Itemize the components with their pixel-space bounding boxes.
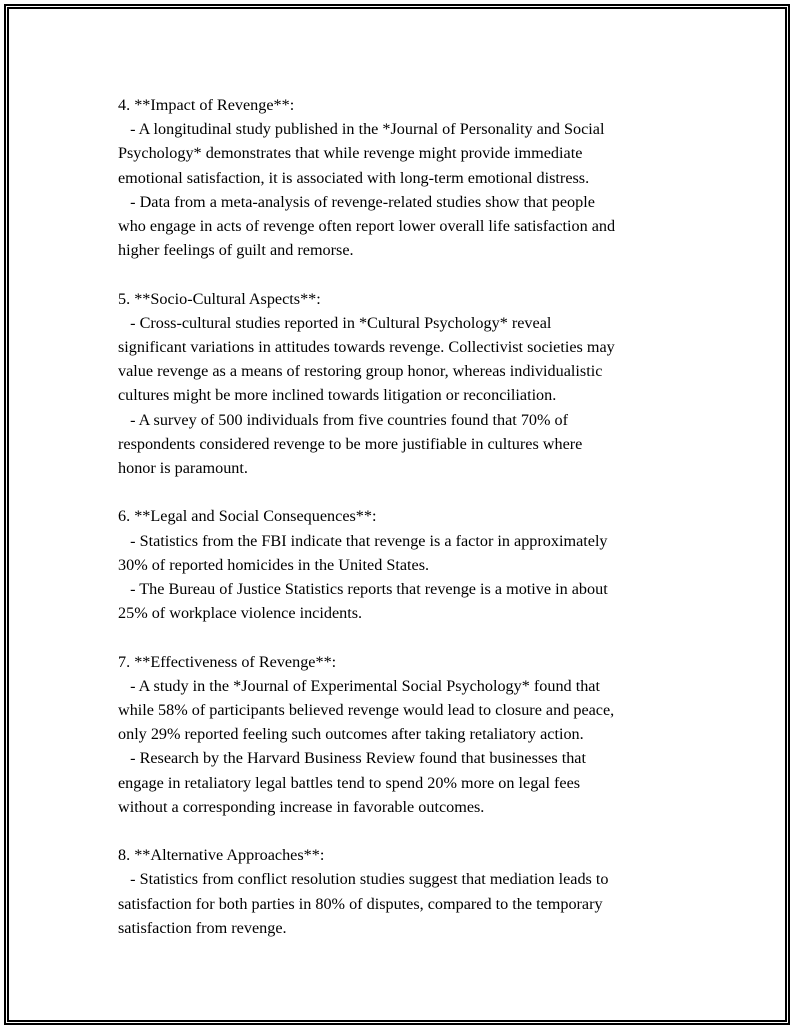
text-line: satisfaction for both parties in 80% of disputes, compared to the temporary [118,894,603,913]
text-line: - Statistics from conflict resolution studies suggest that mediation leads to [118,870,609,889]
text-line: satisfaction from revenge. [118,918,287,937]
section-socio-cultural-aspects [118,287,698,481]
text-line: higher feelings of guilt and remorse. [118,241,354,260]
text-line: significant variations in attitudes towards revenge. Collectivist societies may [118,338,615,357]
section-heading: 5. **Socio-Cultural Aspects**: [118,289,321,308]
document-body [118,93,698,964]
text-line: - A longitudinal study published in the *Journal of Personality and Social [118,120,605,139]
section-heading: 7. **Effectiveness of Revenge**: [118,652,337,671]
text-line: honor is paramount. [118,459,248,478]
section-alternative-approaches [118,843,698,940]
text-line: - Research by the Harvard Business Review found that businesses that [118,749,586,768]
text-line: emotional satisfaction, it is associated with long-term emotional distress. [118,168,590,187]
text-line: - The Bureau of Justice Statistics reports that revenge is a motive in about [118,580,608,599]
text-line: 25% of workplace violence incidents. [118,604,363,623]
section-impact-of-revenge [118,93,698,262]
text-line: cultures might be more inclined towards litigation or reconciliation. [118,386,557,405]
text-line: - A survey of 500 individuals from five countries found that 70% of [118,410,569,429]
text-line: who engage in acts of revenge often report lower overall life satisfaction and [118,217,616,236]
text-line: value revenge as a means of restoring group honor, whereas individualistic [118,362,603,381]
section-effectiveness-of-revenge [118,650,698,819]
text-line: - Statistics from the FBI indicate that revenge is a factor in approximately [118,531,608,550]
text-line: Psychology* demonstrates that while revenge might provide immediate [118,144,583,163]
text-line: - A study in the *Journal of Experimental Social Psychology* found that [118,676,600,695]
text-line: engage in retaliatory legal battles tend to spend 20% more on legal fees [118,773,581,792]
section-legal-and-social-consequences [118,504,698,625]
section-heading: 4. **Impact of Revenge**: [118,96,295,114]
text-line: 30% of reported homicides in the United States. [118,555,430,574]
section-heading: 6. **Legal and Social Consequences**: [118,507,377,526]
text-line: - Data from a meta-analysis of revenge-related studies show that people [118,192,595,211]
text-line: without a corresponding increase in favorable outcomes. [118,797,485,816]
text-line: while 58% of participants believed revenge would lead to closure and peace, [118,701,615,720]
section-heading: 8. **Alternative Approaches**: [118,846,325,865]
text-line: - Cross-cultural studies reported in *Cultural Psychology* reveal [118,313,552,332]
text-line: only 29% reported feeling such outcomes after taking retaliatory action. [118,725,584,744]
text-line: respondents considered revenge to be more justifiable in cultures where [118,434,583,453]
